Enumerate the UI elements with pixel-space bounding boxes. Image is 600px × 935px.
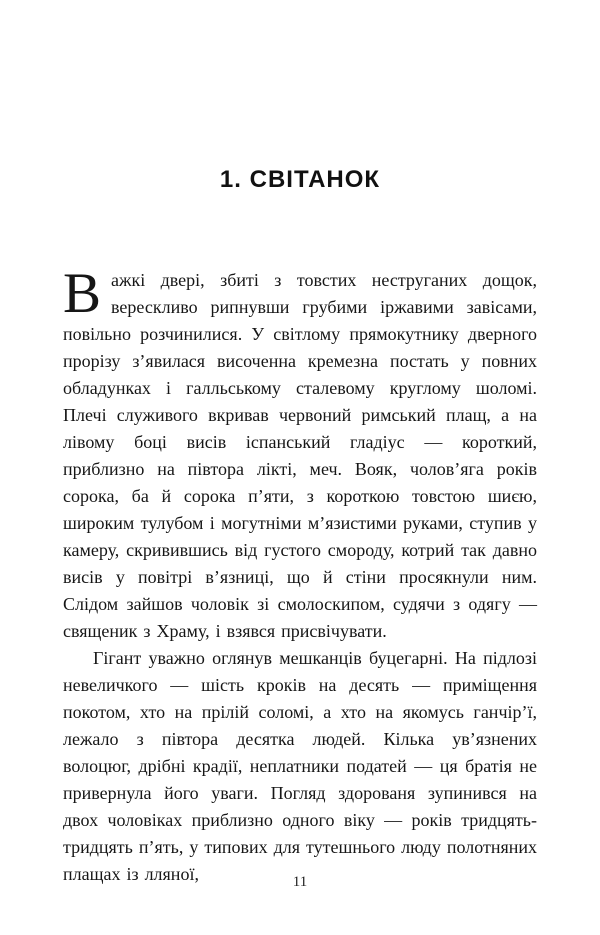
dropcap-letter: В [63, 262, 102, 325]
page-number: 11 [292, 874, 308, 890]
paragraph-1-text: ажкі двері, збиті з товстих неструганих дощок, верескливо рипнувши грубими іржавими завісами, повільно розчинилися. У світлому прямокутнику дверного прорізу з’явилася височенна кремезна постать у повних обладунках і галльському сталевому круглому шоломі. Плечі служивого вкривав червоний римський плащ, а на лівому боці висів іспанський гладіус — короткий, приблизно на півтора лікті, меч. Вояк, чолов’яга років сорока, ба й сорока п’яти, з короткою товстою шиєю, широким тулубом і могутніми м’язистими руками, ступив у камеру, скривившись від густого смороду, котрий так давно висів у повітрі в’язниці, що й стіни просякнули ним. Слідом зайшов чоловік зі смолоскипом, судячи з одягу — священик з Храму, і взявся присвічувати. [63, 270, 537, 641]
body-text [63, 262, 538, 888]
paragraph-2: Гігант уважно оглянув мешканців буцегарні. На підлозі невеличкого — шість кроків на десять — приміщення покотом, хто на прілій соломі, а хто на якомусь ганчір’ї, лежало з півтора десятка людей. Кілька ув’язнених волоцюг, дрібні крадії, неплатники податей — ця братія не привернула його уваги. Погляд здорованя зупинився на двох чоловіках приблизно одного віку — років тридцять-тридцять п’ять, у типових для тутешнього люду полотняних плащах із лляної, [63, 648, 538, 884]
paragraph-1 [63, 262, 537, 645]
chapter-title: 1. СВІТАНОК [219, 166, 381, 193]
